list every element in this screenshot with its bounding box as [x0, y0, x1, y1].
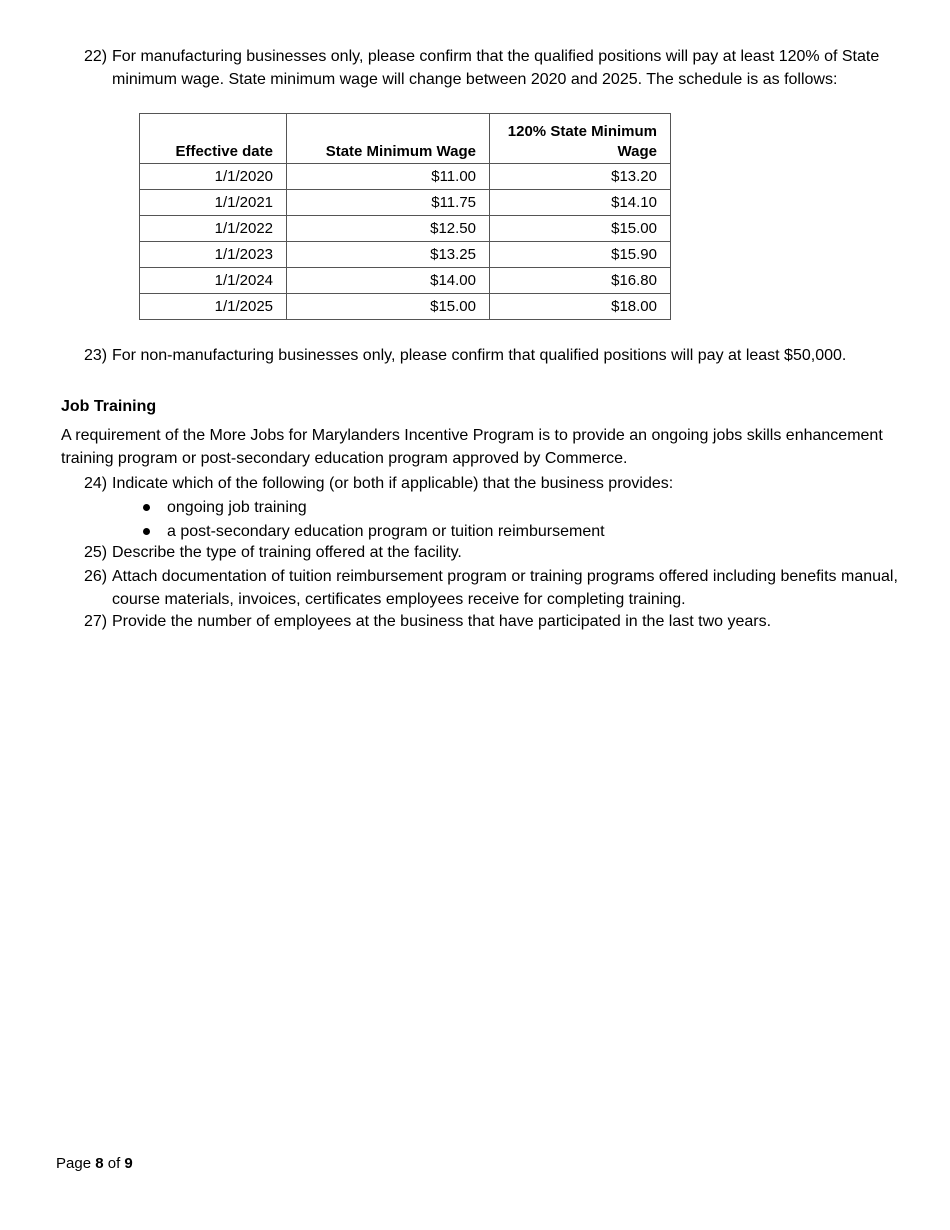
section-heading-job-training: Job Training: [61, 398, 157, 415]
120-percent-wage-cell: $15.00: [490, 216, 671, 242]
question-number: 27): [84, 613, 108, 630]
question-number: 26): [84, 568, 108, 585]
question-27: [84, 610, 904, 633]
120-percent-wage-cell: $16.80: [490, 268, 671, 294]
state-minimum-wage-cell: $11.75: [287, 190, 490, 216]
total-page-number: 9: [124, 1155, 133, 1172]
effective-date-cell: 1/1/2024: [140, 268, 287, 294]
table-row: [140, 294, 671, 320]
minimum-wage-table: [139, 113, 671, 320]
effective-date-cell: 1/1/2020: [140, 164, 287, 190]
question-26: [84, 565, 904, 611]
question-number: 24): [84, 475, 108, 492]
of-label: of: [107, 1155, 121, 1172]
job-training-requirement-paragraph: A requirement of the More Jobs for Marylanders Incentive Program is to provide an ongoing jobs skills enhancement training program or post-secondary education program approved by Commerce.: [61, 427, 883, 467]
effective-date-cell: 1/1/2025: [140, 294, 287, 320]
120-percent-wage-cell: $14.10: [490, 190, 671, 216]
table-row: [140, 268, 671, 294]
list-item: [140, 496, 605, 519]
table-row: [140, 164, 671, 190]
table-row: [140, 242, 671, 268]
bullet-icon: [143, 504, 150, 511]
effective-date-cell: 1/1/2023: [140, 242, 287, 268]
table-header-row: [140, 114, 671, 164]
question-text: Describe the type of training offered at the facility.: [112, 544, 462, 561]
question-text: For non-manufacturing businesses only, please confirm that qualified positions will pay at least $50,000.: [112, 347, 847, 364]
question-text: Indicate which of the following (or both if applicable) that the business provides:: [112, 475, 674, 492]
question-text: Provide the number of employees at the business that have participated in the last two years.: [112, 613, 772, 630]
question-22: [84, 45, 904, 91]
state-minimum-wage-cell: $11.00: [287, 164, 490, 190]
bullet-icon: [143, 528, 150, 535]
table-row: [140, 190, 671, 216]
column-header-120-percent-wage: 120% State Minimum Wage: [490, 114, 671, 164]
120-percent-wage-cell: $18.00: [490, 294, 671, 320]
page-label: Page: [56, 1155, 92, 1172]
state-minimum-wage-cell: $14.00: [287, 268, 490, 294]
effective-date-cell: 1/1/2022: [140, 216, 287, 242]
question-23: [84, 344, 904, 367]
column-header-effective-date: Effective date: [140, 114, 287, 164]
list-item-text: a post-secondary education program or tuition reimbursement: [167, 523, 605, 540]
state-minimum-wage-cell: $15.00: [287, 294, 490, 320]
question-number: 23): [84, 347, 108, 364]
state-minimum-wage-cell: $13.25: [287, 242, 490, 268]
120-percent-wage-cell: $15.90: [490, 242, 671, 268]
effective-date-cell: 1/1/2021: [140, 190, 287, 216]
current-page-number: 8: [95, 1155, 104, 1172]
question-text: For manufacturing businesses only, please confirm that the qualified positions will pay at least 120% of State minimum wage. State minimum wage will change between 2020 and 2025. The schedule is as follows:: [112, 48, 880, 88]
page-footer: [56, 1152, 133, 1175]
table-row: [140, 216, 671, 242]
training-options-list: [140, 496, 605, 544]
question-number: 25): [84, 544, 108, 561]
120-percent-wage-cell: $13.20: [490, 164, 671, 190]
list-item-text: ongoing job training: [167, 499, 307, 516]
question-number: 22): [84, 48, 108, 65]
question-text: Attach documentation of tuition reimbursement program or training programs offered including benefits manual, course materials, invoices, certificates employees receive for completing training.: [112, 568, 898, 608]
column-header-state-minimum-wage: State Minimum Wage: [287, 114, 490, 164]
list-item: [140, 520, 605, 543]
state-minimum-wage-cell: $12.50: [287, 216, 490, 242]
question-24: [84, 472, 904, 495]
question-25: [84, 541, 904, 564]
